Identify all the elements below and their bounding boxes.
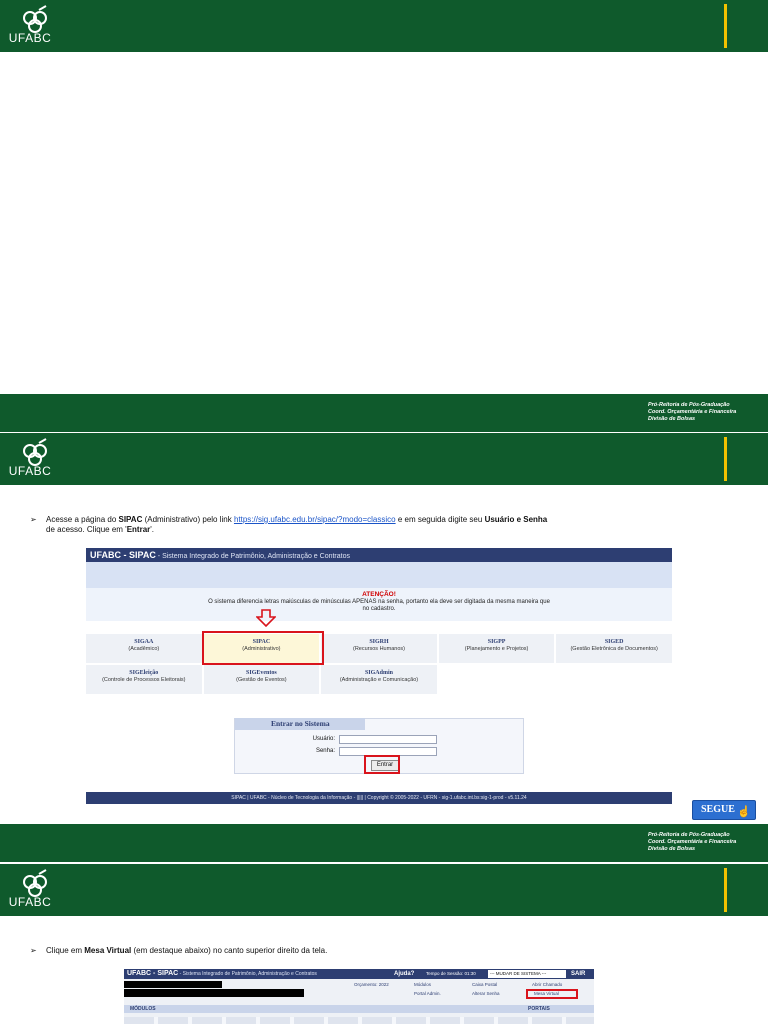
text: (Administrativo) pelo link: [142, 515, 234, 524]
system-name: SIGPP: [487, 639, 506, 645]
redacted-block: [124, 981, 222, 988]
caixa-postal-link[interactable]: Caixa Postal: [472, 982, 498, 987]
slide-footer: [0, 824, 768, 862]
logo-text: UFABC: [8, 31, 52, 45]
text: '.: [150, 525, 154, 534]
system-name: SIGAdmin: [364, 670, 393, 676]
slide-footer: [0, 394, 768, 432]
segue-button[interactable]: [692, 800, 756, 820]
text: Clique em: [46, 946, 85, 955]
login-title: Entrar no Sistema: [235, 718, 365, 730]
footer-line: Pró-Reitoria de Pós-Graduação: [648, 402, 730, 408]
attention-box: [86, 588, 672, 621]
sipac-subtitle: - Sistema Integrado de Patrimônio, Administração e Contratos: [178, 971, 317, 977]
system-name: SIGEventos: [246, 670, 277, 676]
pointing-hand-icon: ☝: [737, 806, 751, 818]
empty-cell: [439, 665, 555, 694]
sipac-subtitle: - Sistema Integrado de Patrimônio, Administração e Contratos: [155, 553, 350, 560]
sair-link[interactable]: SAIR: [571, 971, 586, 977]
footer-line: Divisão de Bolsas: [648, 846, 696, 852]
sipac-bottom-bar: SIPAC | UFABC - Núcleo de Tecnologia da Informação - ||||| | Copyright © 2005-2022 - UFRN - sig-1.ufabc.int.bs:sig-1-prod - v5.11.24: [86, 792, 672, 804]
text: (em destaque abaixo) no canto superior direito da tela.: [131, 946, 328, 955]
text-bold: Usuário e Senha: [484, 515, 548, 524]
arrow-bullet-icon: ➢: [30, 946, 37, 955]
system-name: SIGED: [604, 639, 624, 645]
attention-text: O sistema diferencia letras maiúsculas de minúsculas APENAS na senha, portanto ela deve ser digitada da mesma maneira que: [208, 598, 550, 605]
redacted-block: [124, 989, 304, 997]
arrow-bullet-icon: ➢: [30, 515, 37, 524]
mudar-sistema-select[interactable]: --- MUDAR DE SISTEMA ---: [488, 970, 566, 978]
sipac-topbar: [124, 969, 594, 979]
system-sigaa[interactable]: [86, 634, 202, 663]
entrar-highlight-box: [364, 755, 400, 774]
sipac-link[interactable]: https://sig.ufabc.edu.br/sipac/?modo=classico: [233, 515, 396, 524]
systems-grid: [86, 634, 672, 696]
abrir-chamado-link[interactable]: Abrir Chamado: [532, 982, 563, 987]
system-desc: (Gestão Eletrônica de Documentos): [570, 645, 658, 652]
attention-title: ATENÇÃO!: [362, 591, 396, 598]
system-sigeleicao[interactable]: [86, 665, 202, 694]
system-sigrh[interactable]: [321, 634, 437, 663]
text: e em seguida digite seu: [395, 515, 485, 524]
segue-label: SEGUE: [701, 804, 735, 815]
footer-text: [648, 832, 758, 853]
slide-header: [0, 0, 768, 52]
gold-divider: [724, 868, 727, 912]
senha-label: Senha:: [315, 748, 335, 754]
system-sigadmin[interactable]: [321, 665, 437, 694]
system-desc: (Recursos Humanos): [353, 645, 405, 652]
system-desc: (Planejamento e Projetos): [464, 645, 529, 652]
ajuda-link[interactable]: Ajuda?: [394, 971, 415, 977]
modules-grid: [124, 1017, 594, 1024]
slide-header: [0, 433, 768, 485]
systems-row: [86, 634, 672, 663]
instruction-text: [30, 946, 730, 956]
alterar-senha-link[interactable]: Alterar Senha: [472, 991, 500, 996]
system-sigeventos[interactable]: [204, 665, 320, 694]
attention-text: no cadastro.: [362, 606, 396, 612]
instruction-text: [30, 515, 730, 535]
system-name: SIGEleição: [129, 670, 159, 676]
modulos-link[interactable]: Módulos: [414, 982, 432, 987]
sipac-topbar: [86, 548, 672, 562]
text-bold: Mesa Virtual: [84, 946, 132, 955]
empty-cell: [556, 665, 672, 694]
portal-admin-link[interactable]: Portal Admin.: [414, 991, 441, 996]
mesa-virtual-highlight-box: [526, 989, 578, 999]
session-time: Tempo de Sessão: 01:30: [426, 971, 476, 976]
orcamento-text: Orçamento: 2022: [354, 982, 389, 987]
text: de acesso. Clique em ': [46, 525, 127, 534]
portais-label: PORTAIS: [528, 1006, 550, 1012]
sipac-title: UFABC - SIPAC: [90, 550, 156, 560]
system-desc: (Administrativo): [242, 645, 281, 652]
footer-line: Coord. Orçamentária e Financeira: [648, 409, 737, 415]
system-desc: (Gestão de Eventos): [236, 676, 287, 683]
footer-line: Divisão de Bolsas: [648, 416, 696, 422]
sipac-login-screenshot: [86, 548, 672, 804]
logo-text: UFABC: [8, 895, 52, 909]
mesa-virtual-link[interactable]: Mesa Virtual: [534, 991, 559, 996]
footer-text: [648, 402, 758, 423]
text-bold: Entrar: [126, 525, 151, 534]
footer-line: Pró-Reitoria de Pós-Graduação: [648, 832, 730, 838]
system-name: SIPAC: [252, 639, 271, 645]
modulos-bar: MÓDULOS: [124, 1005, 594, 1013]
gold-divider: [724, 437, 727, 481]
gold-divider: [724, 4, 727, 48]
systems-row: [86, 665, 672, 694]
system-name: SIGAA: [134, 639, 154, 645]
sipac-blue-band: [86, 562, 672, 588]
system-sigpp[interactable]: [439, 634, 555, 663]
sipac-title: UFABC - SIPAC: [127, 970, 179, 977]
footer-line: Coord. Orçamentária e Financeira: [648, 839, 737, 845]
usuario-row: [235, 735, 525, 745]
system-name: SIGRH: [369, 639, 389, 645]
usuario-label: Usuário:: [312, 736, 335, 742]
logo-text: UFABC: [8, 464, 52, 478]
system-desc: (Controle de Processos Eleitorais): [102, 676, 186, 683]
usuario-input[interactable]: [339, 735, 437, 744]
sipac-highlight-box: [202, 631, 324, 665]
text-bold: SIPAC: [118, 515, 143, 524]
slide-header: [0, 864, 768, 916]
sipac-home-screenshot: [124, 969, 594, 1024]
system-desc: (Administração e Comunicação): [339, 676, 419, 683]
arrow-down-icon: [256, 609, 276, 627]
text: Acesse a página do: [46, 515, 119, 524]
entrar-button[interactable]: Entrar: [371, 760, 399, 771]
system-siged[interactable]: [556, 634, 672, 663]
system-desc: (Acadêmico): [128, 645, 160, 652]
